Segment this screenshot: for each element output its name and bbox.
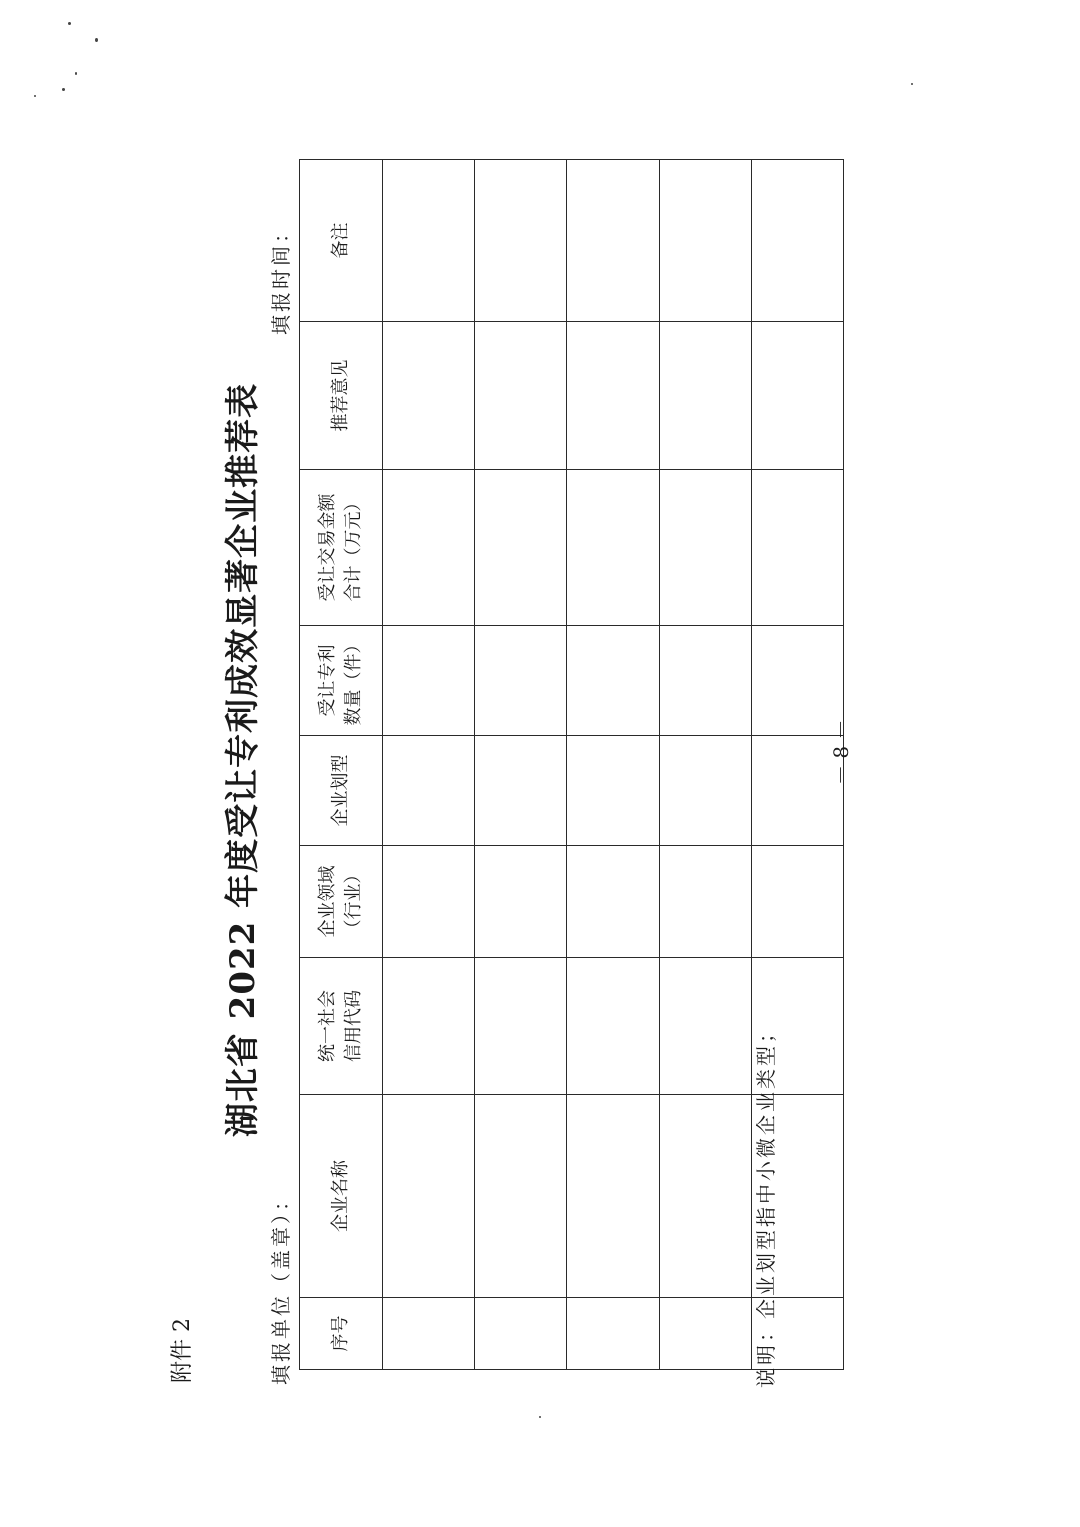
table-row [567,160,659,1370]
footnote: 说明：企业划型指中小微企业类型； [754,1020,778,1388]
column-header: 企业划型 [300,736,383,846]
column-header: 受让专利 数量（件） [300,626,383,736]
table-cell [659,1298,751,1370]
table-cell [567,470,659,626]
table-cell [659,846,751,958]
table-cell [659,1095,751,1298]
scan-speck [75,72,77,75]
column-header: 推荐意见 [300,322,383,470]
table-cell [475,626,567,736]
table-cell [751,160,843,322]
table-row [475,160,567,1370]
table-cell [567,160,659,322]
table-cell [475,160,567,322]
table-cell [475,470,567,626]
table-cell [475,322,567,470]
table-cell [475,1298,567,1370]
table-row [659,160,751,1370]
table-cell [475,1095,567,1298]
table-cell [567,626,659,736]
table-cell [567,846,659,958]
table-cell [383,958,475,1095]
table-cell [567,958,659,1095]
table-cell [383,626,475,736]
scan-speck [911,83,913,85]
column-header: 企业名称 [300,1095,383,1298]
column-header: 序号 [300,1298,383,1370]
table-cell [383,470,475,626]
table-cell [383,160,475,322]
table-cell [383,736,475,846]
column-header: 受让交易金额 合计（万元） [300,470,383,626]
table-cell [659,322,751,470]
header-row [300,160,383,1370]
table-cell [659,736,751,846]
fill-time-label: 填报时间： [269,220,293,335]
table-cell [567,322,659,470]
column-header: 企业领域 （行业） [300,846,383,958]
column-header: 统一社会 信用代码 [300,958,383,1095]
table-cell [751,470,843,626]
table-row [383,160,475,1370]
scan-speck [62,88,65,91]
table-cell [567,1095,659,1298]
table-cell [567,736,659,846]
rotated-sheet [165,60,853,1460]
table-cell [475,846,567,958]
table-cell [475,736,567,846]
table-cell [383,1095,475,1298]
page-number: － 8 － [829,719,853,785]
table-cell [383,322,475,470]
table-cell [475,958,567,1095]
scan-speck [68,22,71,25]
table-cell [383,1298,475,1370]
page-title: 湖北省 2022 年度受让专利成效显著企业推荐表 [223,382,263,1138]
table-cell [383,846,475,958]
fill-unit-label: 填报单位（盖章）： [269,1188,293,1385]
table-cell [751,322,843,470]
table-cell [751,846,843,958]
column-header: 备注 [300,160,383,322]
table-cell [659,160,751,322]
table-cell [567,1298,659,1370]
attachment-label: 附件 2 [170,1318,195,1383]
scan-speck [34,95,36,97]
table-cell [659,626,751,736]
scan-speck [95,38,98,42]
table-cell [659,958,751,1095]
table-cell [659,470,751,626]
